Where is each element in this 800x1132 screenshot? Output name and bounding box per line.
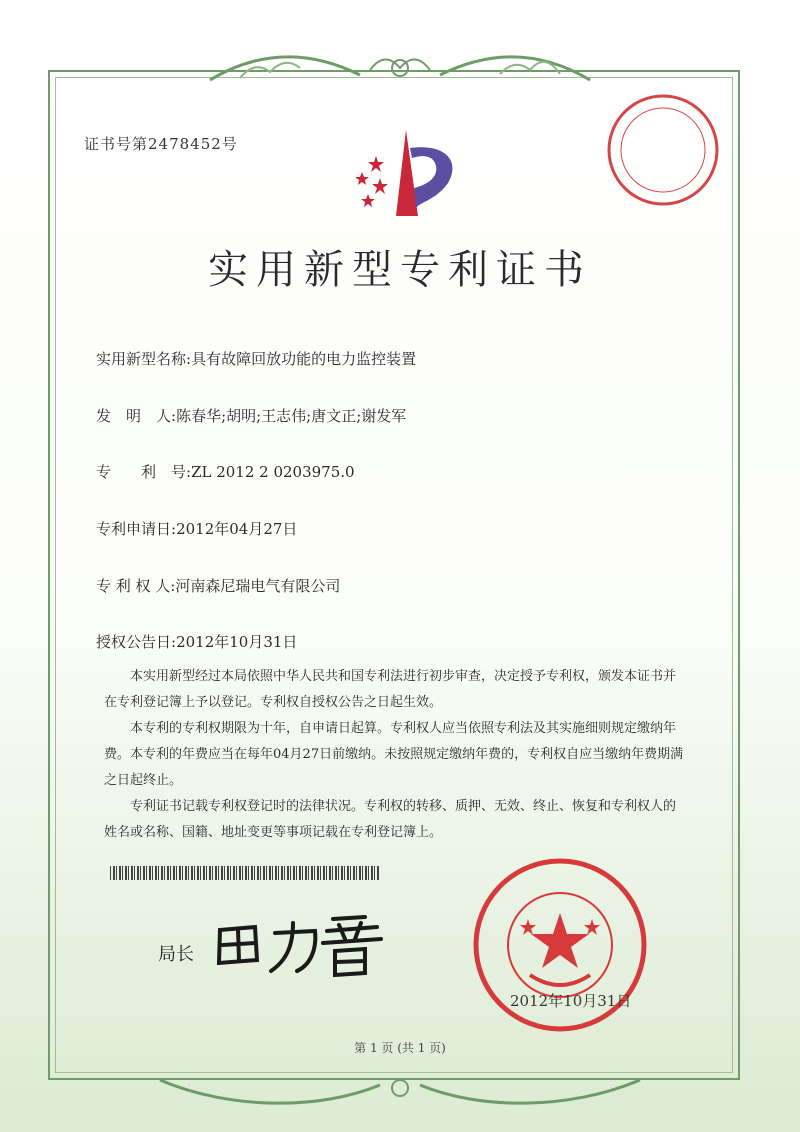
director-signature xyxy=(205,905,390,985)
bottom-ornament xyxy=(150,1070,650,1120)
field-announcement-date xyxy=(96,631,297,652)
body-paragraph-3: 专利证书记载专利权登记时的法律状况。专利权的转移、质押、无效、终止、恢复和专利权人的姓名或名称、国籍、地址变更等事项记载在专利登记簿上。 xyxy=(104,799,677,840)
body-paragraph-1: 本实用新型经过本局依照中华人民共和国专利法进行初步审查，决定授予专利权，颁发本证书并在专利登记簿上予以登记。专利权自授权公告之日起生效。 xyxy=(104,669,677,710)
field-patent-holder xyxy=(96,575,340,596)
field-patent-number xyxy=(96,461,355,482)
field-value: 河南森尼瑞电气有限公司 xyxy=(175,577,341,595)
field-filing-date xyxy=(96,518,297,539)
patent-office-logo xyxy=(338,128,468,228)
signature-label: 局长 xyxy=(158,944,194,965)
body-paragraph-2: 本专利的专利权期限为十年，自申请日起算。专利权人应当依照专利法及其实施细则规定缴纳年费。本专利的年费应当在每年04月27日前缴纳。未按照规定缴纳年费的，专利权自应当缴纳年费期满之日起终止。 xyxy=(104,721,684,788)
top-ornament xyxy=(200,40,600,100)
field-value: 陈春华;胡明;王志伟;唐文正;谢发军 xyxy=(176,407,407,425)
document-title: 实用新型专利证书 xyxy=(208,247,592,293)
field-label: 专利申请日: xyxy=(96,520,177,538)
barcode xyxy=(110,866,380,880)
tax-stamp-icon xyxy=(605,92,721,208)
field-label: 专 利 权 人: xyxy=(96,577,176,595)
field-utility-model-name xyxy=(96,348,416,369)
certificate-number: 证书号第2478452号 xyxy=(84,135,238,153)
page-footer: 第 1 页 (共 1 页) xyxy=(354,1041,446,1055)
field-label: 授权公告日: xyxy=(96,633,177,651)
seal-date: 2012年10月31日 xyxy=(510,992,632,1010)
field-value: 2012年04月27日 xyxy=(176,520,298,538)
field-label: 专 利 号: xyxy=(96,463,192,481)
field-label: 发 明 人: xyxy=(96,407,177,425)
field-value: 具有故障回放功能的电力监控装置 xyxy=(191,350,417,368)
field-inventor xyxy=(96,405,406,426)
field-value: 2012年10月31日 xyxy=(176,633,298,651)
field-label: 实用新型名称: xyxy=(96,350,192,368)
field-value: ZL 2012 2 0203975.0 xyxy=(191,463,355,481)
